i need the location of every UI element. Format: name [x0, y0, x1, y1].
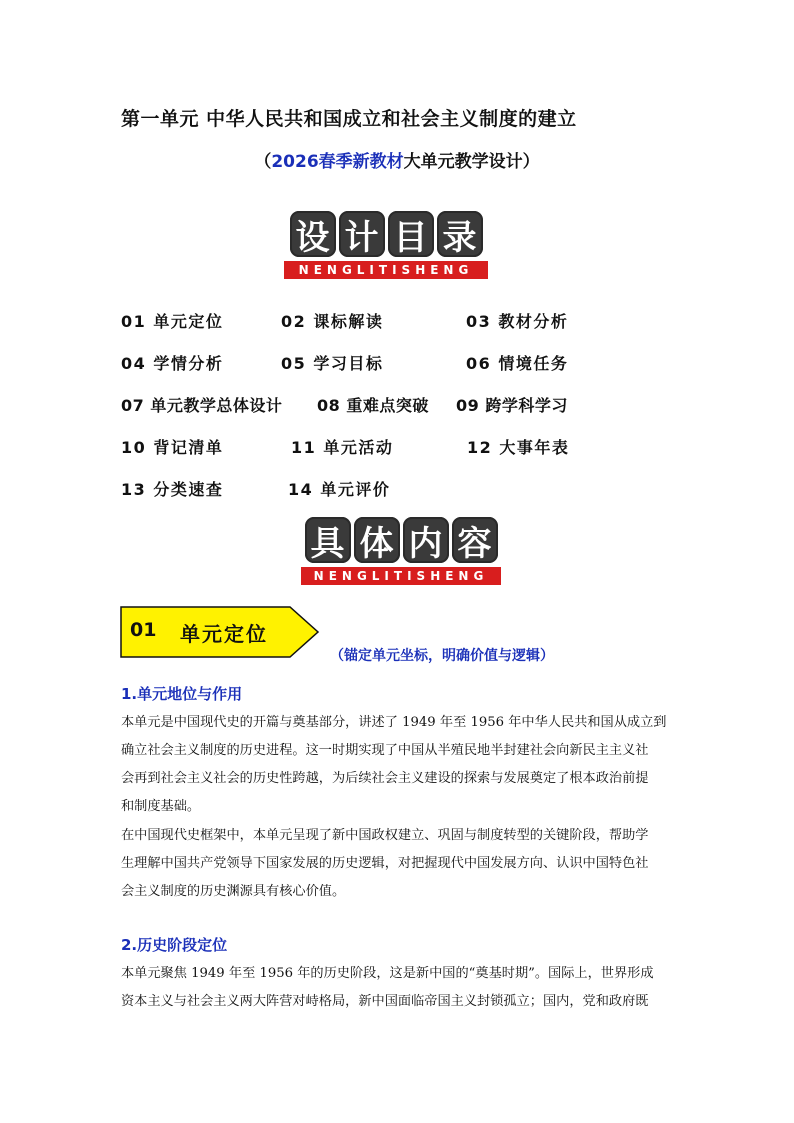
content-banner	[301, 517, 501, 585]
paragraph-stage	[121, 960, 677, 1016]
toc-item[interactable]: 09 跨学科学习	[456, 396, 568, 415]
toc-item[interactable]: 11 单元活动	[291, 438, 394, 457]
toc-row	[121, 393, 681, 435]
toc-item[interactable]: 08 重难点突破	[317, 396, 429, 415]
paragraph-framework	[121, 822, 677, 906]
content-banner-glyph: 内	[403, 517, 449, 563]
toc-item[interactable]: 04 学情分析	[121, 354, 224, 373]
toc-row	[121, 435, 681, 477]
section-number: 01	[130, 619, 157, 641]
toc-banner-ribbon: NENGLITISHENG	[284, 261, 488, 279]
subtitle-open-paren: （	[254, 152, 272, 172]
section-label: 单元定位	[180, 622, 268, 646]
content-banner-ribbon: NENGLITISHENG	[301, 567, 501, 585]
document-title: 第一单元 中华人民共和国成立和社会主义制度的建立	[121, 108, 577, 130]
content-banner-glyph: 容	[452, 517, 498, 563]
subheading-unit-position: 1.单元地位与作用	[121, 685, 243, 703]
paragraph-line: 会再到社会主义社会的历史性跨越，为后续社会主义建设的探索与发展奠定了根本政治前提	[121, 771, 649, 786]
toc-row	[121, 477, 681, 519]
paragraph-line: 确立社会主义制度的历史进程。这一时期实现了中国从半殖民地半封建社会向新民主主义社	[121, 743, 649, 758]
paragraph-line: 本单元是中国现代史的开篇与奠基部分，讲述了 1949 年至 1956 年中华人民共和国从成立到	[121, 715, 667, 730]
toc-item[interactable]: 12 大事年表	[467, 438, 570, 457]
paragraph-line: 生理解中国共产党领导下国家发展的历史逻辑，对把握现代中国发展方向、认识中国特色社	[121, 856, 649, 871]
toc-item[interactable]: 13 分类速查	[121, 480, 224, 499]
table-of-contents	[121, 309, 681, 519]
paragraph-line: 和制度基础。	[121, 799, 201, 814]
subtitle-highlight: 2026春季新教材	[271, 152, 404, 172]
paragraph-line: 在中国现代史框架中，本单元呈现了新中国政权建立、巩固与制度转型的关键阶段，帮助学	[121, 828, 649, 843]
content-banner-glyph: 体	[354, 517, 400, 563]
paragraph-unit-role	[121, 709, 677, 821]
toc-banner-glyph: 计	[339, 211, 385, 257]
subheading-historical-stage: 2.历史阶段定位	[121, 936, 228, 954]
toc-row	[121, 309, 681, 351]
toc-item[interactable]: 07 单元教学总体设计	[121, 396, 283, 415]
section-tagline: （锚定单元坐标，明确价值与逻辑）	[330, 648, 554, 664]
toc-item[interactable]: 03 教材分析	[466, 312, 569, 331]
toc-banner-title	[284, 211, 488, 257]
toc-row	[121, 351, 681, 393]
content-banner-title	[301, 517, 501, 563]
toc-item[interactable]: 05 学习目标	[281, 354, 384, 373]
toc-item[interactable]: 14 单元评价	[288, 480, 391, 499]
toc-item[interactable]: 02 课标解读	[281, 312, 384, 331]
toc-banner-glyph: 目	[388, 211, 434, 257]
toc-banner-glyph: 录	[437, 211, 483, 257]
toc-banner	[284, 211, 488, 279]
section-header	[120, 606, 320, 658]
paragraph-line: 会主义制度的历史渊源具有核心价值。	[121, 884, 346, 899]
toc-item[interactable]: 01 单元定位	[121, 312, 224, 331]
toc-banner-glyph: 设	[290, 211, 336, 257]
content-banner-glyph: 具	[305, 517, 351, 563]
toc-item[interactable]: 06 情境任务	[466, 354, 569, 373]
subtitle-rest: 大单元教学设计）	[403, 152, 540, 172]
document-subtitle	[0, 147, 794, 172]
paragraph-line: 本单元聚焦 1949 年至 1956 年的历史阶段，这是新中国的“奠基时期”。国际上，世界形成	[121, 966, 654, 981]
paragraph-line: 资本主义与社会主义两大阵营对峙格局，新中国面临帝国主义封锁孤立；国内，党和政府既	[121, 994, 649, 1009]
toc-item[interactable]: 10 背记清单	[121, 438, 224, 457]
